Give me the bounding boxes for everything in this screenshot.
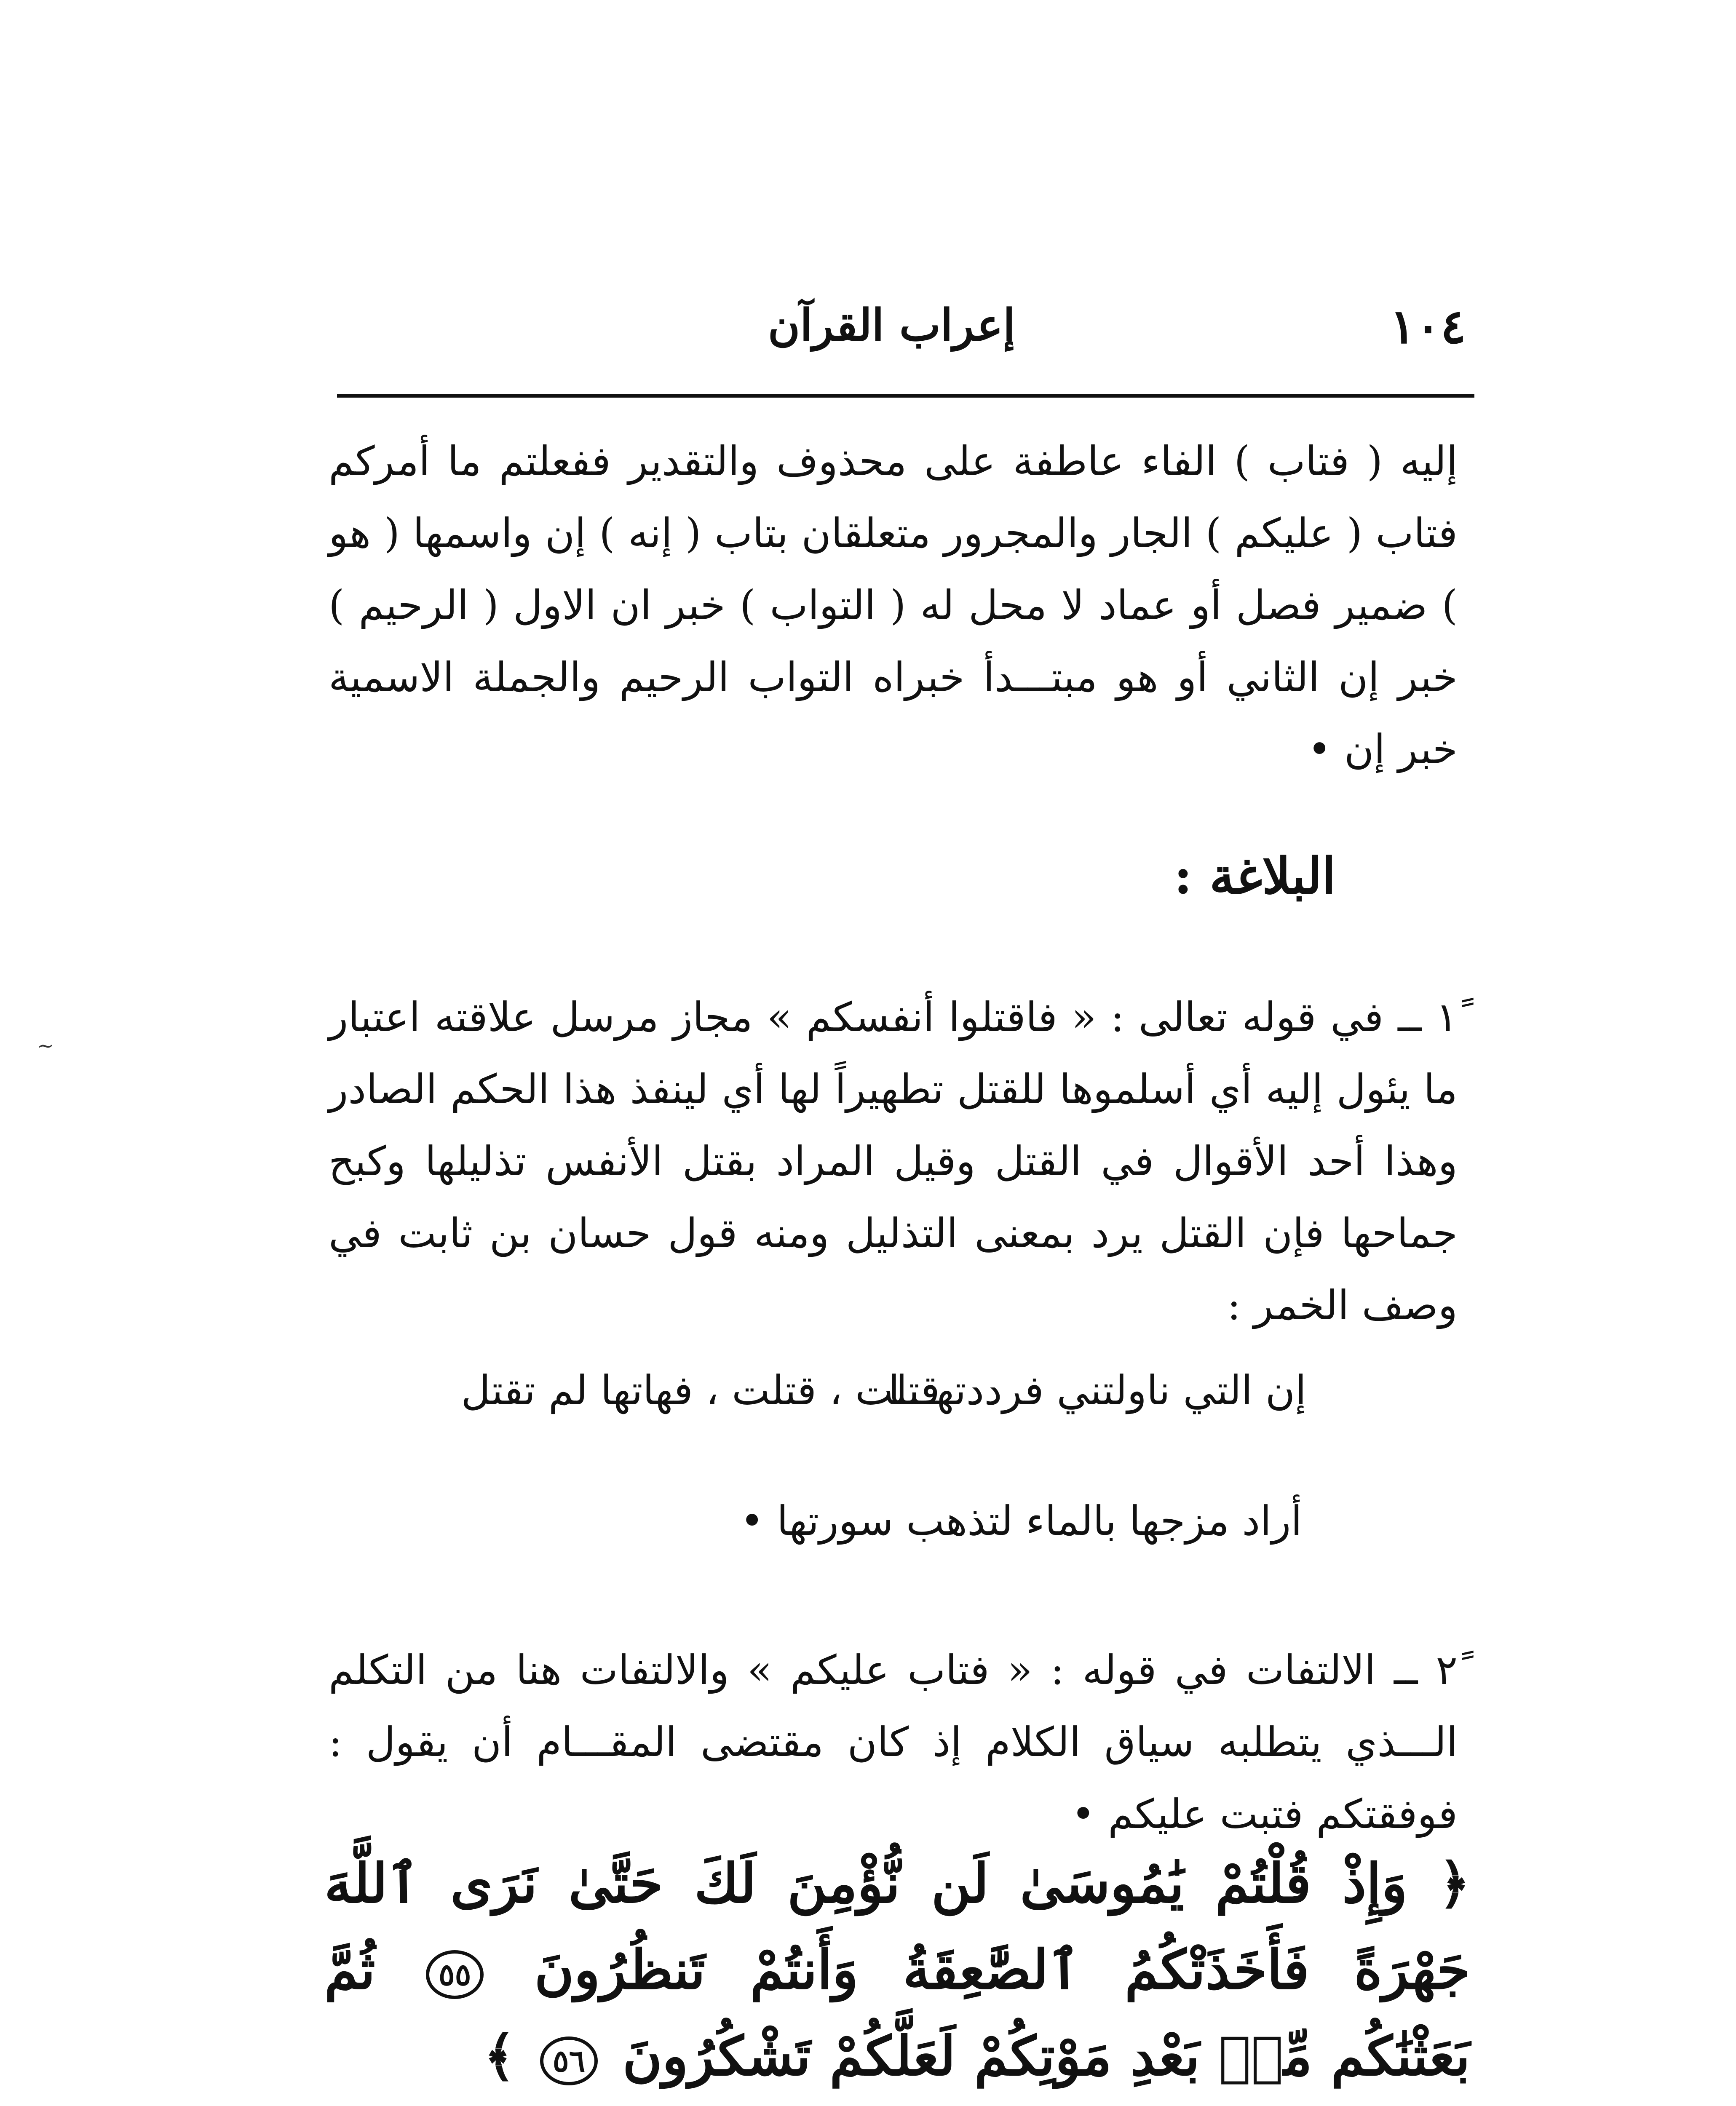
quran-text-part-1: وَإِذْ قُلْتُمْ يَٰمُوسَىٰ لَن نُّؤْمِنَ لَكَ حَتَّىٰ نَرَى ٱللَّهَ جَهْرَةً فَأَخَذَتْكُمُ ٱلصَّٰعِقَةُ وَأَنتُمْ تَنظُرُونَ (324, 1852, 1470, 2002)
ayah-number-marker: ٥٥ (426, 1950, 484, 1999)
grammar-paragraph: إليه ( فتاب ) الفاء عاطفة على محذوف والتقدير ففعلتم ما أمركم فتاب ( عليكم ) الجار والمجرور متعلقان بتاب ( إنه ) إن واسمها ( هو ) ضمير فصل أو عماد لا محل له ( التواب ) خبر ان الاول ( الرحيم ) خبر إن الثاني أو هو مبتـــدأ خبراه التواب الرحيم والجملة الاسمية خبر إن • (329, 438, 1458, 773)
quran-open-bracket: ﴿ (1439, 1852, 1471, 1915)
poem-first-hemistich: إن التي ناولتني فرددتهـــا (888, 1367, 1306, 1414)
rhetoric-point-1: ١ً ــ في قوله تعالى : « فاقتلوا أنفسكم » مجاز مرسل علاقته اعتبار ما يئول إليه أي أسلموها للقتل تطهيراً لها أي لينفذ هذا الحكم الصادر وهذا أحد الأقوال في القتل وقيل المراد بقتل الأنفس تذليلها وكبح جماحها فإن القتل يرد بمعنى التذليل ومنه قول حسان بن ثابت في وصف الخمر : (329, 994, 1458, 1329)
ayah-number-marker: ٥٦ (540, 2037, 598, 2085)
page-header (324, 291, 1466, 379)
running-title: إعراب القرآن (768, 299, 1015, 351)
margin-mark: ~ (37, 1034, 54, 1058)
quran-text-part-2: ثُمَّ بَعَثْنَٰكُم مِّنۢ بَعْدِ مَوْتِكُمْ لَعَلَّكُمْ تَشْكُرُونَ (324, 1938, 1470, 2088)
quran-close-bracket: ﴾ (484, 2025, 516, 2088)
header-rule (337, 394, 1474, 398)
poem-second-hemistich: قتلت ، قتلت ، فهاتها لم تقتل (461, 1367, 940, 1414)
section-heading: البلاغة : (1174, 847, 1336, 905)
page-number: ١٠٤ (1390, 299, 1466, 354)
quran-passage (324, 1841, 1470, 2100)
verse-explanation: أراد مزجها بالماء لتذهب سورتها • (740, 1497, 1302, 1545)
rhetoric-point-2: ٢ً ــ الالتفات في قوله : « فتاب عليكم » والالتفات هنا من التكلم الـــذي يتطلبه سياق الكلام إذ كان مقتضى المقـــام أن يقول : فوفقتكم فتبت عليكم • (329, 1646, 1458, 1838)
